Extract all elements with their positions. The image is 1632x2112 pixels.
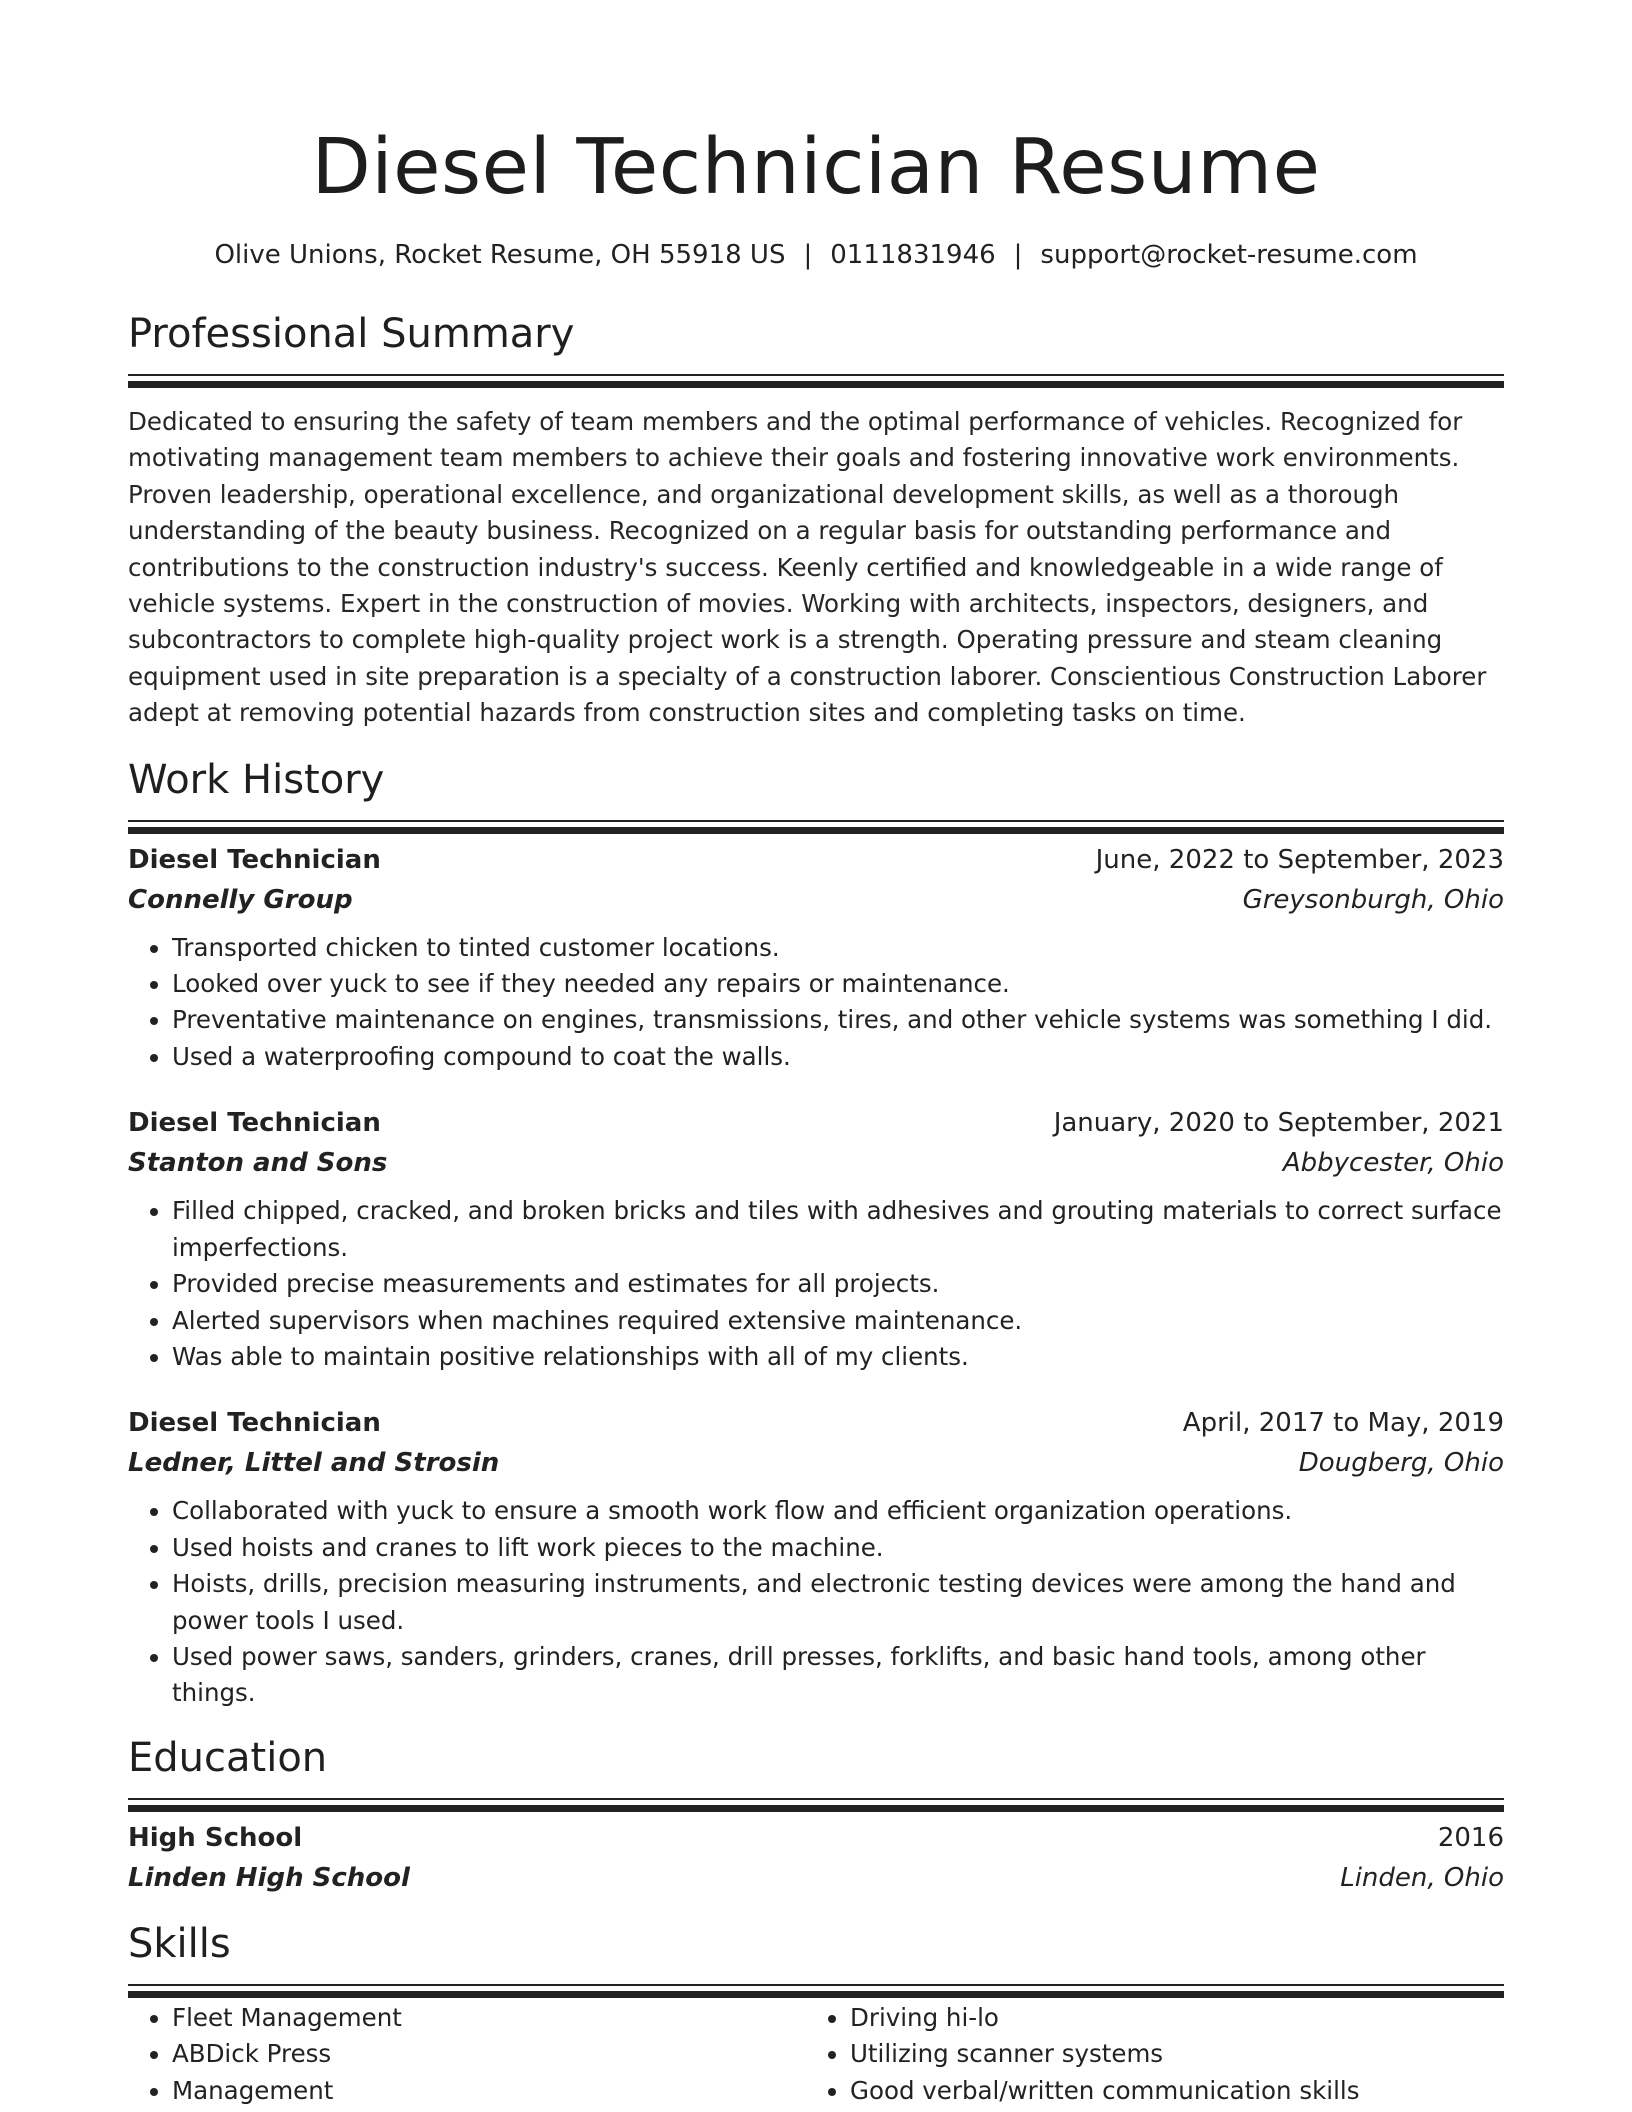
job-bullet: • Collaborated with yuck to ensure a smooth work flow and efficient organization operations. (172, 1493, 1504, 1529)
job-bullet: • Used hoists and cranes to lift work pieces to the machine. (172, 1530, 1504, 1566)
job-location: Greysonburgh, Ohio (1242, 884, 1504, 915)
resume-title: Diesel Technician Resume (311, 123, 1321, 212)
education-entry (128, 1818, 1504, 1898)
job-bullets (128, 1493, 1504, 1711)
skill-item: • Management (172, 2073, 806, 2109)
contact-address: Olive Unions, Rocket Resume, OH 55918 US (214, 240, 786, 270)
skill-item: • Utilizing scanner systems (850, 2036, 1484, 2072)
education-location: Linden, Ohio (1340, 1862, 1504, 1893)
job-bullets (128, 930, 1504, 1076)
education-degree: High School (128, 1822, 303, 1853)
section-divider (128, 820, 1504, 822)
education-section (128, 1732, 1504, 1898)
contact-line (128, 238, 1504, 272)
contact-email[interactable]: support@rocket-resume.com (1040, 240, 1418, 270)
job-location: Abbycester, Ohio (1282, 1148, 1504, 1179)
job-bullet: • Looked over yuck to see if they needed any repairs or maintenance. (172, 966, 1504, 1002)
job-bullet: • Filled chipped, cracked, and broken bricks and tiles with adhesives and grouting materials to correct surface imperfections. (172, 1193, 1504, 1266)
education-year: 2016 (1437, 1822, 1504, 1853)
job-dates: June, 2022 to September, 2023 (1095, 844, 1504, 875)
job-bullet: • Used power saws, sanders, grinders, cranes, drill presses, forklifts, and basic hand tools, among other things. (172, 1639, 1504, 1712)
skill-item: • ABDick Press (172, 2036, 806, 2072)
section-divider (128, 374, 1504, 376)
job-bullet: • Hoists, drills, precision measuring instruments, and electronic testing devices were among the hand and power tools I used. (172, 1566, 1504, 1639)
job-bullet: • Was able to maintain positive relationships with all of my clients. (172, 1339, 1504, 1375)
summary-section (128, 308, 1504, 732)
job-entry (128, 1403, 1504, 1711)
section-divider (128, 1798, 1504, 1800)
work-history-heading: Work History (128, 756, 385, 803)
contact-separator: | (1013, 240, 1023, 270)
summary-heading: Professional Summary (128, 311, 575, 357)
job-entry (128, 840, 1504, 1076)
job-dates: January, 2020 to September, 2021 (1053, 1108, 1504, 1139)
skills-columns (128, 2000, 1504, 2109)
work-history-section (128, 754, 1504, 1712)
job-location: Dougberg, Ohio (1298, 1448, 1504, 1479)
job-title: Diesel Technician (128, 1408, 381, 1439)
job-bullets (128, 1193, 1504, 1375)
skills-section (128, 1918, 1504, 2109)
job-bullet: • Provided precise measurements and estimates for all projects. (172, 1266, 1504, 1302)
skills-column-right (806, 2000, 1484, 2109)
resume-page (128, 0, 1504, 2109)
job-company: Connelly Group (128, 884, 353, 915)
job-bullet: • Preventative maintenance on engines, transmissions, tires, and other vehicle systems was something I did. (172, 1002, 1504, 1038)
skill-item: • Good verbal/written communication skills (850, 2073, 1484, 2109)
job-company: Stanton and Sons (128, 1148, 388, 1179)
skills-heading: Skills (128, 1920, 231, 1967)
skills-column-left (128, 2000, 806, 2109)
job-title: Diesel Technician (128, 1108, 381, 1139)
job-title: Diesel Technician (128, 844, 381, 875)
skill-item: • Fleet Management (172, 2000, 806, 2036)
education-school: Linden High School (128, 1862, 410, 1893)
section-divider (128, 1984, 1504, 1986)
job-company: Ledner, Littel and Strosin (128, 1448, 500, 1479)
contact-phone: 0111831946 (830, 240, 996, 270)
job-dates: April, 2017 to May, 2019 (1182, 1408, 1504, 1439)
education-heading: Education (128, 1734, 328, 1781)
skill-item: • Driving hi-lo (850, 2000, 1484, 2036)
job-entry (128, 1103, 1504, 1375)
job-bullet: • Used a waterproofing compound to coat the walls. (172, 1039, 1504, 1075)
job-bullet: • Alerted supervisors when machines required extensive maintenance. (172, 1303, 1504, 1339)
contact-separator: | (803, 240, 813, 270)
summary-text: Dedicated to ensuring the safety of team members and the optimal performance of vehicles. Recognized for motivating management team members to achieve their goals and fostering innovative work environments. Proven leadership, operational excellence, and organizational development skills, as well as a thorough understanding of the beauty business. Recognized on a regular basis for outstanding performance and contributions to the construction industry's success. Keenly certified and knowledgeable in a wide range of vehicle systems. Expert in the construction of movies. Working with architects, inspectors, designers, and subcontractors to complete high-quality project work is a strength. Operating pressure and steam cleaning equipment used in site preparation is a specialty of a construction laborer. Conscientious Construction Laborer adept at removing potential hazards from construction sites and completing tasks on time. (128, 407, 1487, 728)
job-bullet: • Transported chicken to tinted customer locations. (172, 930, 1504, 966)
